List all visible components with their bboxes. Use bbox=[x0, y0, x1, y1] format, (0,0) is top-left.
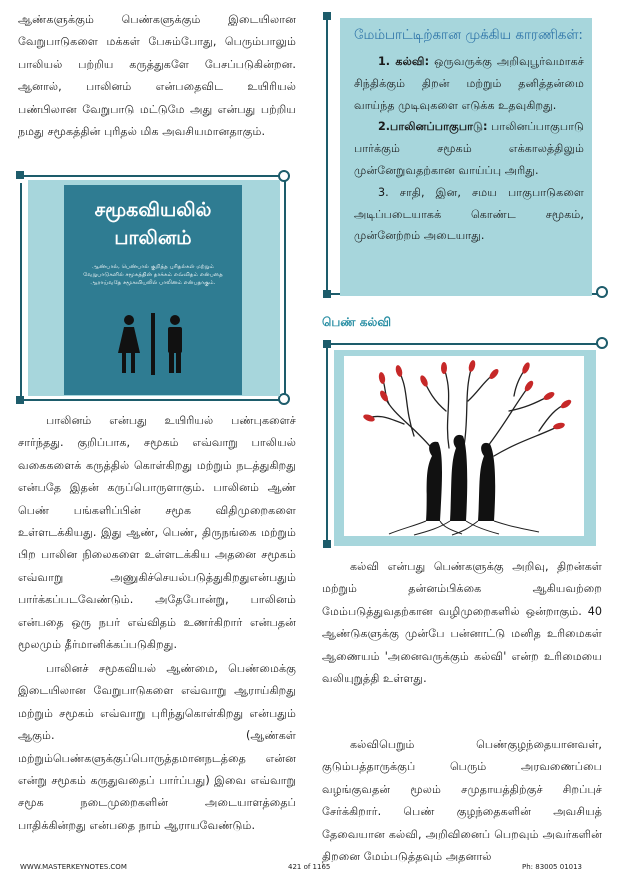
gender-sociology-poster bbox=[64, 185, 242, 395]
poster-title-line1: சமூகவியலில் bbox=[94, 199, 212, 221]
gender-paragraph: பாலினம் என்பது உயிரியல் பண்புகளைச் சார்ந்தது. குறிப்பாக, சமூகம் எவ்வாறு பாலியல் வகைகளைக் கருத்தில் கொள்கிறது மற்றும் நடத்துகிறது என்பதே இதன் கருப்பொருளாகும். பாலினம் ஆண் பெண் பங்களிப்பின் சமூக விதிமுறைகளை உள்ளடக்கியது. இது ஆண், பெண், திருநங்கை மற்றும் பிற பாலின நிலைகளை உள்ளடக்கிய அதனை சமூகம் எவ்வாறு அணுகிச்செயல்படுத்துகிறதுஎன்பதும் பார்க்கப்படவேண்டும். அதேபோன்று, பாலினம் என்பதை ஒரு நபர் எவ்விதம் உணர்கிறார் என்பதன் மூலமும் தீர்மானிக்கப்படுகிறது. bbox=[18, 414, 296, 652]
factors-title: மேம்பாட்டிற்கான முக்கிய காரணிகள்: bbox=[354, 28, 583, 43]
footer-page-number: 421 of 1165 bbox=[288, 863, 331, 871]
poster-text: ஆண்பால், பெண்பால் குறித்த புரிதல்கள் மற்றும் வேறுபாடுகளில் சமூகத்தின் தாக்கம் எவ்விதம் என்பதை ஆராய்வதே சமூகவியலில் பாலினம் என்பதாகும். bbox=[83, 264, 223, 286]
intro-paragraph: ஆண்களுக்கும் பெண்களுக்கும் இடையிலான வேறுபாடுகளை மக்கள் பேசும்போது, பெரும்பாலும் பாலியல் பற்றிய கருத்துகளே பேசப்படுகின்றன. ஆனால், பாலினம் என்பதைவிட உயிரியல் பண்பிலான வேறுபாடு மட்டுமே அது என்பது பற்றிய நமது சமூகத்தின் புரிதல் மிக அவசியமானதாகும். bbox=[18, 13, 296, 139]
poster-title-line2: பாலினம் bbox=[114, 227, 192, 249]
women-education-paragraph: கல்வி என்பது பெண்களுக்கு அறிவு, திறன்கள் மற்றும் தன்னம்பிக்கை ஆகியவற்றை மேம்படுத்துவதற்கான வழிமுறைகளில் ஒன்றாகும். 40 ஆண்டுகளுக்கு முன்பே பன்னாட்டு மனித உரிமைகள் ஆணையம் 'அனைவருக்கும் கல்வி' என்ற உரிமையை வலியுறுத்தி உள்ளது. bbox=[322, 560, 602, 686]
factor-gender-discrimination: 2.பாலினப்பாகுபாடு: பாலினப்பாகுபாடு பார்க்கும் சமூகம் எக்காலத்திலும் முன்னேறுவதற்கான வாய்ப்பு அரிது. bbox=[354, 120, 584, 177]
gender-sociology-paragraph: பாலினச் சமூகவியல் ஆண்மை, பெண்மைக்கு இடையிலான வேறுபாடுகளை எவ்வாறு ஆராய்கிறது மற்றும் சமூகம் எவ்வாறு புரிந்துகொள்கிறது என்பதும் ஆகும். (ஆண்கள் மற்றும்பெண்களுக்குப்பொருத்தமானநடத்தை என்ன என்று சமூகம் கருதுவதைப் பார்ப்பது) இவை எவ்வாறு சமூக நடைமுறைகளின் அடையாளத்தைப் பாதிக்கின்றது என்பதை நாம் ஆராயவேண்டும். bbox=[18, 662, 296, 832]
restroom-icon bbox=[64, 185, 242, 395]
section-heading-women-education: பெண் கல்வி bbox=[322, 315, 392, 329]
factor-education: 1. கல்வி: ஒருவருக்கு அறிவுபூர்வமாகச் சிந்திக்கும் திறன் மற்றும் தனித்தன்மை வாய்ந்த முடிவுகளை எடுக்க உதவுகிறது. bbox=[354, 55, 584, 112]
footer-phone: Ph: 83005 01013 bbox=[522, 863, 583, 871]
factors-box bbox=[340, 18, 592, 296]
women-tree-illustration bbox=[344, 356, 584, 536]
girl-child-education-paragraph: கல்விபெறும் பெண்குழந்தையானவள், குடும்பத்தாருக்குப் பெரும் அரவணைப்பை வழங்குவதன் மூலம் சமுதாயத்திற்குச் சிறப்புச் சேர்க்கிறார். பெண் குழந்தைகளின் அவசியத் தேவையான கல்வி, அறிவினைப் பெறவும் அவர்களின் திறனை மேம்படுத்தவும் அதனால் bbox=[322, 738, 602, 864]
footer-website: WWW.MASTERKEYNOTES.COM bbox=[20, 863, 127, 871]
factor-caste-discrimination: 3. சாதி, இன, சமய பாகுபாடுகளை அடிப்படையாகக் கொண்ட சமூகம், முன்னேற்றம் அடையாது. bbox=[354, 185, 584, 243]
